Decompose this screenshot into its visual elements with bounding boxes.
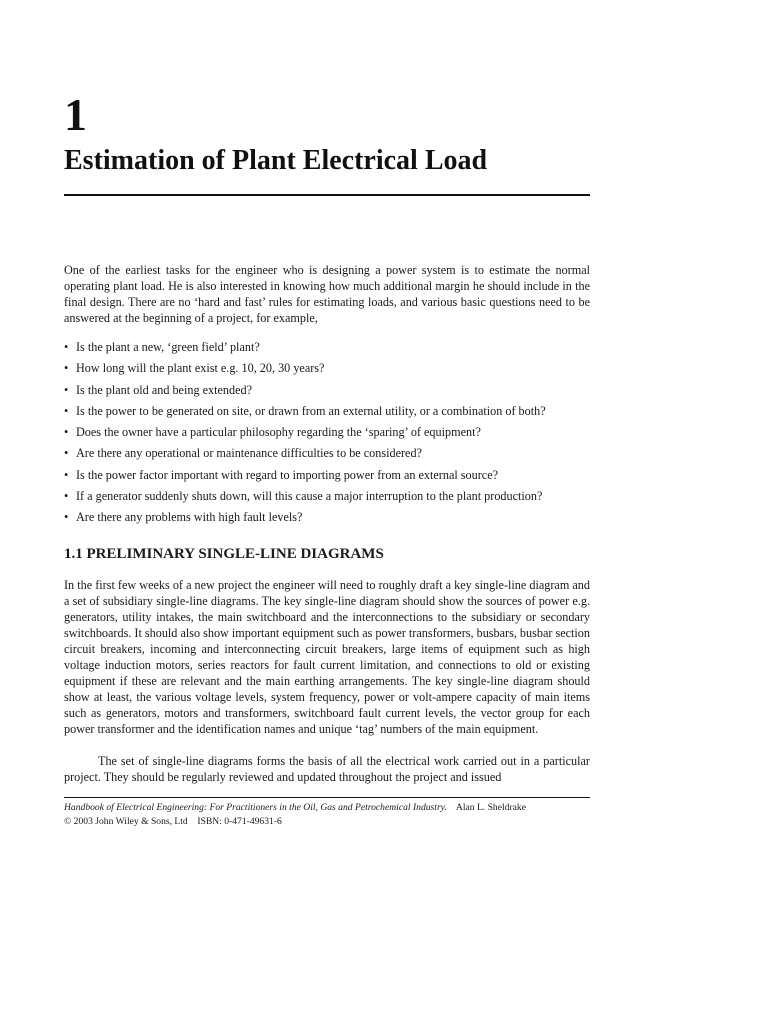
list-item-text: Is the power factor important with regard to importing power from an external source?	[76, 467, 499, 482]
bullet-icon: •	[64, 382, 69, 397]
footer-line-1	[64, 801, 604, 815]
bullet-icon: •	[64, 361, 69, 376]
isbn: ISBN: 0-471-49631-6	[197, 816, 282, 827]
list-item-text: Are there any operational or maintenance difficulties to be considered?	[76, 446, 422, 461]
section-paragraph: In the first few weeks of a new project the engineer will need to roughly draft a key single-line diagram and a set of subsidiary single-line diagrams. The key single-line diagram should show the sources of power e.g. generators, utility intakes, the main switchboard and the interconnections to the subsidiary or secondary switchboards. It should also show important equipment such as power transformers, busbars, busbar section circuit breakers, incoming and interconnecting circuit breakers, large items of equipment such as high voltage induction motors, series reactors for fault current limitation, and connections to old or existing equipment if these are relevant and the main earthing arrangements. The key single-line diagram should show at least, the various voltage levels, system frequency, power or volt-ampere capacity of main items such as generators, motors and transformers, switchboard fault current levels, the vector group for each power transformer and the identification names and unique ‘tag’ numbers of the main equipment.	[64, 578, 590, 736]
list-item	[64, 443, 604, 464]
list-item	[64, 337, 604, 358]
list-item-text: Does the owner have a particular philosophy regarding the ‘sparing’ of equipment?	[76, 425, 481, 440]
book-author: Alan L. Sheldrake	[455, 802, 526, 813]
copyright-notice: © 2003 John Wiley & Sons, Ltd	[64, 816, 188, 827]
bullet-icon: •	[64, 425, 69, 440]
question-list	[64, 337, 604, 529]
section-heading: 1.1 PRELIMINARY SINGLE-LINE DIAGRAMS	[64, 546, 384, 562]
list-item-text: Is the plant old and being extended?	[76, 382, 252, 397]
bullet-icon: •	[64, 489, 69, 504]
page-footer	[64, 801, 604, 829]
list-item	[64, 380, 604, 401]
chapter-title: Estimation of Plant Electrical Load	[64, 145, 488, 176]
intro-paragraph: One of the earliest tasks for the engineer who is designing a power system is to estimate the normal operating plant load. He is also interested in knowing how much additional margin he should include in the final design. There are no ‘hard and fast’ rules for estimating loads, and various basic questions need to be answered at the beginning of a project, for example,	[64, 263, 590, 325]
bullet-icon: •	[64, 446, 69, 461]
bullet-icon: •	[64, 510, 69, 525]
footer-divider	[64, 797, 590, 798]
list-item	[64, 401, 604, 422]
list-item	[64, 422, 604, 443]
list-item	[64, 358, 604, 379]
footer-line-2	[64, 815, 604, 829]
list-item	[64, 465, 604, 486]
book-title: Handbook of Electrical Engineering: For Practitioners in the Oil, Gas and Petrochemical Industry.	[64, 802, 447, 813]
list-item	[64, 486, 604, 507]
list-item-text: If a generator suddenly shuts down, will this cause a major interruption to the plant production?	[76, 489, 543, 504]
bullet-icon: •	[64, 340, 69, 354]
title-divider	[64, 194, 590, 196]
section-paragraph: The set of single-line diagrams forms the basis of all the electrical work carried out in a particular project. They should be regularly reviewed and updated throughout the project and issued	[64, 754, 590, 784]
list-item-text: Are there any problems with high fault levels?	[76, 510, 303, 525]
list-item-text: Is the plant a new, ‘green field’ plant?	[76, 340, 260, 354]
list-item-text: How long will the plant exist e.g. 10, 20, 30 years?	[76, 361, 325, 376]
document-page	[64, 0, 590, 1024]
bullet-icon: •	[64, 467, 69, 482]
list-item-text: Is the power to be generated on site, or drawn from an external utility, or a combination of both?	[76, 403, 546, 418]
list-item	[64, 507, 604, 528]
bullet-icon: •	[64, 403, 69, 418]
chapter-number: 1	[64, 89, 87, 140]
